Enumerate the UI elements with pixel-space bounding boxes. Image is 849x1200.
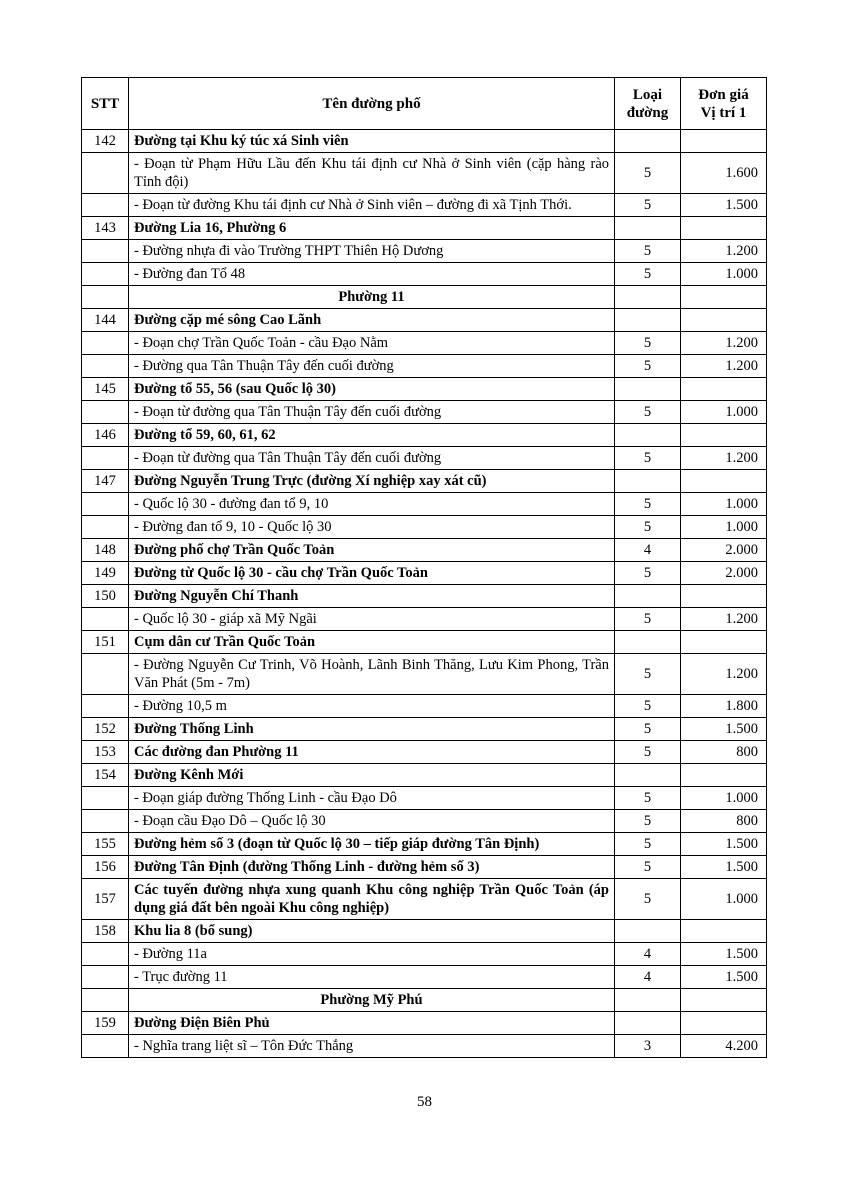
unit-price-cell — [681, 631, 767, 654]
unit-price-cell: 1.200 — [681, 332, 767, 355]
unit-price-cell: 1.000 — [681, 516, 767, 539]
street-name-cell: Đường Nguyễn Trung Trực (đường Xí nghiệp xay xát cũ) — [129, 470, 615, 493]
stt-cell: 159 — [82, 1012, 129, 1035]
header-road-type-line1: Loại — [632, 86, 663, 103]
stt-cell: 150 — [82, 585, 129, 608]
street-name-cell: - Đoạn chợ Trần Quốc Toản - cầu Đạo Nằm — [129, 332, 615, 355]
stt-cell: 151 — [82, 631, 129, 654]
segment-row — [82, 787, 767, 810]
segment-row — [82, 153, 767, 194]
street-name-cell: Đường Kênh Mới — [129, 764, 615, 787]
unit-price-cell: 1.000 — [681, 879, 767, 920]
unit-price-cell: 1.500 — [681, 833, 767, 856]
road-type-cell: 3 — [615, 1035, 681, 1058]
street-name-cell: - Quốc lộ 30 - đường đan tổ 9, 10 — [129, 493, 615, 516]
stt-cell: 156 — [82, 856, 129, 879]
unit-price-cell: 1.200 — [681, 654, 767, 695]
stt-cell: 157 — [82, 879, 129, 920]
road-type-cell: 5 — [615, 856, 681, 879]
road-type-cell — [615, 631, 681, 654]
stt-cell: 147 — [82, 470, 129, 493]
segment-row — [82, 966, 767, 989]
segment-row — [82, 654, 767, 695]
stt-cell: 142 — [82, 130, 129, 153]
header-road-type — [615, 78, 681, 130]
road-type-cell: 5 — [615, 447, 681, 470]
road-type-cell: 5 — [615, 194, 681, 217]
table-header-row — [82, 78, 767, 130]
street-row — [82, 1012, 767, 1035]
street-name-cell: Đường tổ 55, 56 (sau Quốc lộ 30) — [129, 378, 615, 401]
unit-price-cell: 1.000 — [681, 787, 767, 810]
stt-cell — [82, 943, 129, 966]
road-type-cell: 5 — [615, 787, 681, 810]
unit-price-cell — [681, 764, 767, 787]
street-name-cell: Đường tổ 59, 60, 61, 62 — [129, 424, 615, 447]
road-type-cell: 5 — [615, 355, 681, 378]
road-type-cell: 5 — [615, 833, 681, 856]
segment-row — [82, 516, 767, 539]
stt-cell — [82, 493, 129, 516]
street-row — [82, 718, 767, 741]
street-name-cell: - Đường 10,5 m — [129, 695, 615, 718]
street-name-cell: Đường Điện Biên Phủ — [129, 1012, 615, 1035]
street-name-cell: Phường 11 — [129, 286, 615, 309]
street-name-cell: Đường Nguyễn Chí Thanh — [129, 585, 615, 608]
road-type-cell — [615, 470, 681, 493]
road-type-cell — [615, 130, 681, 153]
street-row — [82, 217, 767, 240]
street-name-cell: Đường phố chợ Trần Quốc Toản — [129, 539, 615, 562]
street-name-cell: - Đường đan tổ 9, 10 - Quốc lộ 30 — [129, 516, 615, 539]
road-type-cell: 5 — [615, 153, 681, 194]
stt-cell: 149 — [82, 562, 129, 585]
street-name-cell: - Đường qua Tân Thuận Tây đến cuối đường — [129, 355, 615, 378]
street-name-cell: Các tuyến đường nhựa xung quanh Khu công nghiệp Trần Quốc Toản (áp dụng giá đất bên ngoài Khu công nghiệp) — [129, 879, 615, 920]
unit-price-cell: 2.000 — [681, 562, 767, 585]
road-type-cell — [615, 1012, 681, 1035]
street-name-cell: Các đường đan Phường 11 — [129, 741, 615, 764]
road-type-cell — [615, 989, 681, 1012]
road-type-cell: 5 — [615, 608, 681, 631]
street-name-cell: - Trục đường 11 — [129, 966, 615, 989]
road-type-cell — [615, 764, 681, 787]
unit-price-cell: 2.000 — [681, 539, 767, 562]
stt-cell: 143 — [82, 217, 129, 240]
street-row — [82, 378, 767, 401]
stt-cell: 154 — [82, 764, 129, 787]
street-row — [82, 130, 767, 153]
segment-row — [82, 332, 767, 355]
street-name-cell: Đường từ Quốc lộ 30 - cầu chợ Trần Quốc Toản — [129, 562, 615, 585]
street-name-cell: Phường Mỹ Phú — [129, 989, 615, 1012]
street-row — [82, 741, 767, 764]
street-row — [82, 585, 767, 608]
stt-cell — [82, 286, 129, 309]
stt-cell: 148 — [82, 539, 129, 562]
street-name-cell: - Đoạn từ đường Khu tái định cư Nhà ở Sinh viên – đường đi xã Tịnh Thới. — [129, 194, 615, 217]
stt-cell — [82, 401, 129, 424]
document-page — [81, 77, 766, 1058]
unit-price-cell: 800 — [681, 741, 767, 764]
street-name-cell: - Đoạn từ đường qua Tân Thuận Tây đến cuối đường — [129, 447, 615, 470]
unit-price-cell: 1.500 — [681, 194, 767, 217]
segment-row — [82, 194, 767, 217]
street-name-cell: - Đoạn cầu Đạo Dô – Quốc lộ 30 — [129, 810, 615, 833]
stt-cell: 146 — [82, 424, 129, 447]
unit-price-cell — [681, 286, 767, 309]
segment-row — [82, 355, 767, 378]
road-type-cell: 4 — [615, 943, 681, 966]
road-type-cell: 5 — [615, 332, 681, 355]
land-price-table — [81, 77, 767, 1058]
unit-price-cell: 1.200 — [681, 447, 767, 470]
stt-cell — [82, 989, 129, 1012]
road-type-cell: 5 — [615, 516, 681, 539]
stt-cell — [82, 516, 129, 539]
street-name-cell: Đường Lia 16, Phường 6 — [129, 217, 615, 240]
unit-price-cell: 1.200 — [681, 240, 767, 263]
stt-cell — [82, 695, 129, 718]
street-name-cell: Cụm dân cư Trần Quốc Toản — [129, 631, 615, 654]
stt-cell — [82, 810, 129, 833]
stt-cell: 158 — [82, 920, 129, 943]
segment-row — [82, 263, 767, 286]
segment-row — [82, 608, 767, 631]
unit-price-cell — [681, 585, 767, 608]
road-type-cell — [615, 920, 681, 943]
road-type-cell: 5 — [615, 493, 681, 516]
header-unit-price — [681, 78, 767, 130]
street-name-cell: - Đường Nguyễn Cư Trinh, Võ Hoành, Lãnh Binh Thăng, Lưu Kim Phong, Trần Văn Phát (5m - 7m) — [129, 654, 615, 695]
stt-cell — [82, 787, 129, 810]
road-type-cell — [615, 217, 681, 240]
street-row — [82, 833, 767, 856]
unit-price-cell: 4.200 — [681, 1035, 767, 1058]
page-number: 58 — [417, 1094, 432, 1110]
unit-price-cell — [681, 470, 767, 493]
stt-cell: 153 — [82, 741, 129, 764]
unit-price-cell: 1.500 — [681, 966, 767, 989]
street-row — [82, 562, 767, 585]
header-stt: STT — [82, 78, 129, 130]
unit-price-cell: 1.200 — [681, 355, 767, 378]
unit-price-cell — [681, 130, 767, 153]
stt-cell — [82, 355, 129, 378]
unit-price-cell — [681, 424, 767, 447]
segment-row — [82, 493, 767, 516]
ward-heading-row — [82, 989, 767, 1012]
unit-price-cell: 800 — [681, 810, 767, 833]
header-unit-price-line2: Vị trí 1 — [700, 104, 747, 121]
unit-price-cell — [681, 989, 767, 1012]
road-type-cell: 5 — [615, 240, 681, 263]
street-name-cell: Đường cặp mé sông Cao Lãnh — [129, 309, 615, 332]
road-type-cell: 5 — [615, 879, 681, 920]
street-name-cell: - Đường nhựa đi vào Trường THPT Thiên Hộ Dương — [129, 240, 615, 263]
road-type-cell: 5 — [615, 718, 681, 741]
header-road-type-line2: đường — [626, 104, 669, 121]
unit-price-cell — [681, 378, 767, 401]
unit-price-cell: 1.000 — [681, 263, 767, 286]
unit-price-cell: 1.500 — [681, 943, 767, 966]
stt-cell — [82, 966, 129, 989]
stt-cell: 144 — [82, 309, 129, 332]
street-row — [82, 920, 767, 943]
street-name-cell: - Đoạn từ Phạm Hữu Lầu đến Khu tái định cư Nhà ở Sinh viên (cặp hàng rào Tỉnh đội) — [129, 153, 615, 194]
unit-price-cell — [681, 309, 767, 332]
stt-cell: 145 — [82, 378, 129, 401]
unit-price-cell: 1.500 — [681, 856, 767, 879]
road-type-cell — [615, 309, 681, 332]
road-type-cell: 5 — [615, 654, 681, 695]
road-type-cell: 4 — [615, 966, 681, 989]
street-row — [82, 424, 767, 447]
street-name-cell: Đường hẻm số 3 (đoạn từ Quốc lộ 30 – tiếp giáp đường Tân Định) — [129, 833, 615, 856]
unit-price-cell: 1.600 — [681, 153, 767, 194]
stt-cell — [82, 654, 129, 695]
stt-cell — [82, 447, 129, 470]
segment-row — [82, 943, 767, 966]
street-row — [82, 470, 767, 493]
road-type-cell: 5 — [615, 401, 681, 424]
header-street-name: Tên đường phố — [129, 78, 615, 130]
street-row — [82, 879, 767, 920]
segment-row — [82, 401, 767, 424]
street-name-cell: - Đường đan Tổ 48 — [129, 263, 615, 286]
street-name-cell: - Nghĩa trang liệt sĩ – Tôn Đức Thắng — [129, 1035, 615, 1058]
segment-row — [82, 447, 767, 470]
stt-cell — [82, 1035, 129, 1058]
unit-price-cell: 1.200 — [681, 608, 767, 631]
segment-row — [82, 1035, 767, 1058]
road-type-cell — [615, 378, 681, 401]
street-name-cell: Đường Tân Định (đường Thống Linh - đường hẻm số 3) — [129, 856, 615, 879]
road-type-cell: 5 — [615, 263, 681, 286]
street-name-cell: - Đường 11a — [129, 943, 615, 966]
street-row — [82, 309, 767, 332]
street-name-cell: - Quốc lộ 30 - giáp xã Mỹ Ngãi — [129, 608, 615, 631]
unit-price-cell: 1.500 — [681, 718, 767, 741]
road-type-cell: 4 — [615, 539, 681, 562]
street-name-cell: - Đoạn từ đường qua Tân Thuận Tây đến cuối đường — [129, 401, 615, 424]
segment-row — [82, 695, 767, 718]
street-name-cell: Đường tại Khu ký túc xá Sinh viên — [129, 130, 615, 153]
table-body — [82, 130, 767, 1058]
stt-cell — [82, 608, 129, 631]
ward-heading-row — [82, 286, 767, 309]
road-type-cell: 5 — [615, 562, 681, 585]
stt-cell — [82, 153, 129, 194]
segment-row — [82, 240, 767, 263]
road-type-cell — [615, 424, 681, 447]
unit-price-cell — [681, 920, 767, 943]
stt-cell — [82, 240, 129, 263]
road-type-cell — [615, 286, 681, 309]
stt-cell — [82, 263, 129, 286]
street-name-cell: Khu lia 8 (bổ sung) — [129, 920, 615, 943]
road-type-cell — [615, 585, 681, 608]
street-row — [82, 539, 767, 562]
road-type-cell: 5 — [615, 695, 681, 718]
street-row — [82, 764, 767, 787]
road-type-cell: 5 — [615, 741, 681, 764]
stt-cell: 152 — [82, 718, 129, 741]
street-row — [82, 631, 767, 654]
stt-cell: 155 — [82, 833, 129, 856]
unit-price-cell: 1.000 — [681, 401, 767, 424]
unit-price-cell — [681, 1012, 767, 1035]
street-name-cell: Đường Thống Linh — [129, 718, 615, 741]
street-name-cell: - Đoạn giáp đường Thống Linh - cầu Đạo Dô — [129, 787, 615, 810]
header-unit-price-line1: Đơn giá — [698, 86, 749, 103]
segment-row — [82, 810, 767, 833]
road-type-cell: 5 — [615, 810, 681, 833]
unit-price-cell: 1.000 — [681, 493, 767, 516]
stt-cell — [82, 332, 129, 355]
unit-price-cell: 1.800 — [681, 695, 767, 718]
unit-price-cell — [681, 217, 767, 240]
stt-cell — [82, 194, 129, 217]
street-row — [82, 856, 767, 879]
